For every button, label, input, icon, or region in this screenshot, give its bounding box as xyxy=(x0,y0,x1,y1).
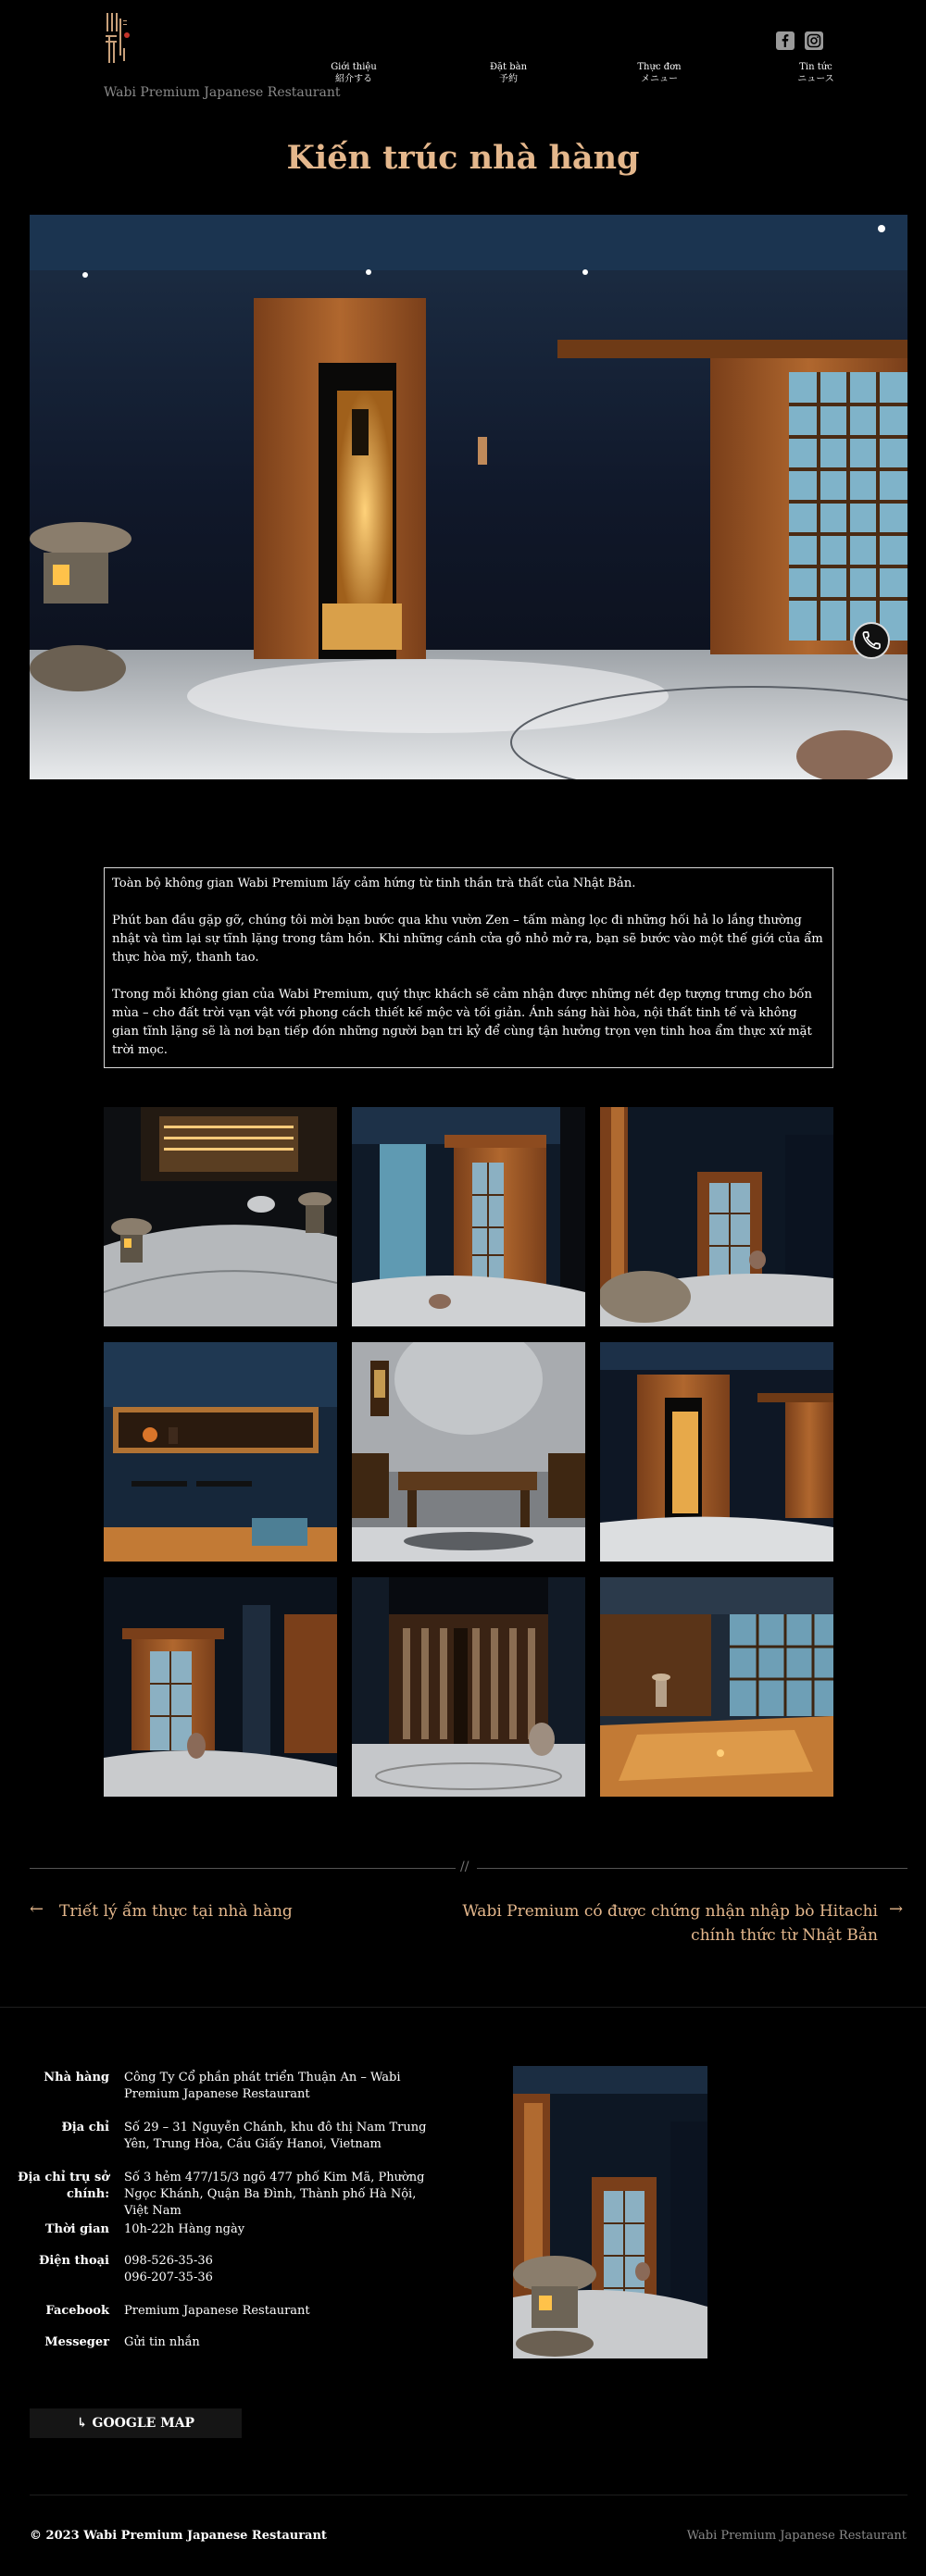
info-value: 10h-22h Hàng ngày xyxy=(124,2222,245,2236)
nav-label: Tin tức xyxy=(799,62,832,72)
gallery-photo xyxy=(104,1577,337,1797)
google-map-button[interactable]: ↳ GOOGLE MAP xyxy=(30,2408,242,2438)
info-label: Địa chỉ trụ sở chính: xyxy=(18,2171,109,2201)
next-post-line: Wabi Premium có được chứng nhận nhập bò Hitachi xyxy=(462,1902,878,1921)
gallery-image[interactable] xyxy=(104,1577,337,1797)
main-nav xyxy=(0,61,926,89)
info-label: Facebook xyxy=(45,2304,109,2318)
arrow-right-icon: → xyxy=(889,1899,904,1919)
info-label: Thời gian xyxy=(44,2222,109,2236)
divider xyxy=(477,1868,907,1869)
instagram-glyph xyxy=(805,31,823,50)
info-label: Messeger xyxy=(44,2335,109,2349)
intro-paragraph: Phút ban đầu gặp gỡ, chúng tôi mời bạn bước qua khu vườn Zen – tấm màng lọc đi những hối hả lo lắng thường nhật và tìm lại sự tĩnh lặng trong tâm hồn. Khi những cánh cửa gỗ nhỏ mở ra, bạn sẽ bước vào một thế giới của ẩm thực hòa mỹ, thanh tao. xyxy=(112,914,823,964)
info-label: Nhà hàng xyxy=(44,2071,109,2084)
gallery-photo xyxy=(600,1107,833,1326)
nav-item-thuc-don[interactable] xyxy=(630,61,689,85)
footer-image xyxy=(513,2066,707,2358)
gallery-image[interactable] xyxy=(104,1107,337,1326)
facebook-glyph xyxy=(776,31,795,50)
brand-subtitle: Wabi Premium Japanese Restaurant xyxy=(104,85,341,100)
divider-mark: // xyxy=(460,1860,469,1874)
phone-call-button[interactable] xyxy=(853,622,890,659)
gallery-photo xyxy=(352,1577,585,1797)
nav-label: Thực đơn xyxy=(637,62,682,72)
nav-label-jp: メニュー xyxy=(641,74,678,84)
gallery-photo xyxy=(104,1107,337,1326)
info-value: Công Ty Cổ phần phát triển Thuận An – Wabi Premium Japanese Restaurant xyxy=(124,2071,401,2101)
arrow-left-icon: ← xyxy=(30,1899,44,1919)
nav-label-jp: 紹介する xyxy=(335,74,372,84)
divider xyxy=(30,1868,456,1869)
info-value: Số 29 – 31 Nguyễn Chánh, khu đô thị Nam Trung Yên, Trung Hòa, Cầu Giấy Hanoi, Vietnam xyxy=(124,2121,427,2151)
phone-icon xyxy=(855,624,888,657)
gallery-image[interactable] xyxy=(352,1342,585,1562)
nav-item-dat-ban[interactable] xyxy=(479,61,538,85)
footer-photo xyxy=(513,2066,707,2358)
nav-label: Đặt bàn xyxy=(489,62,528,72)
next-post-line: chính thức từ Nhật Bản xyxy=(691,1926,878,1945)
facebook-icon[interactable] xyxy=(776,31,795,50)
footer-brand: Wabi Premium Japanese Restaurant xyxy=(686,2529,907,2543)
gallery-image[interactable] xyxy=(600,1577,833,1797)
info-label: Địa chỉ xyxy=(61,2121,109,2134)
instagram-icon[interactable] xyxy=(805,31,823,50)
prev-post-link[interactable]: Triết lý ẩm thực tại nhà hàng xyxy=(59,1902,293,1921)
footer-separator xyxy=(0,2007,926,2008)
nav-item-tin-tuc[interactable] xyxy=(786,61,845,85)
gallery-image[interactable] xyxy=(600,1342,833,1562)
gallery-photo xyxy=(352,1342,585,1562)
gallery-image[interactable] xyxy=(352,1107,585,1326)
gallery-photo xyxy=(600,1342,833,1562)
info-value: Số 3 hẻm 477/15/3 ngõ 477 phố Kim Mã, Phường Ngọc Khánh, Quận Ba Đình, Thành phố Hà Nội, Việt Nam xyxy=(124,2171,425,2218)
intro-paragraph: Trong mỗi không gian của Wabi Premium, quý thực khách sẽ cảm nhận được những nét đẹp tượng trưng cho bốn mùa – cho đất trời vạn vật với phong cách thiết kế mộc và tối giản. Ánh sáng hài hòa, nội thất tinh tế và không gian tĩnh lặng sẽ là nơi bạn tiếp đón những người bạn tri kỷ để cùng tận hưởng trọn vẹn tinh hoa ẩm thực xứ mặt trời mọc. xyxy=(112,988,812,1057)
gallery-photo xyxy=(600,1577,833,1797)
nav-label-jp: ニュース xyxy=(797,74,834,84)
intro-paragraph: Toàn bộ không gian Wabi Premium lấy cảm hứng từ tinh thần trà thất của Nhật Bản. xyxy=(112,877,636,890)
facebook-link[interactable]: Premium Japanese Restaurant xyxy=(124,2304,310,2318)
next-post-link[interactable] xyxy=(433,1899,878,1948)
gallery-image[interactable] xyxy=(104,1342,337,1562)
nav-label-jp: 予約 xyxy=(499,74,518,84)
hero-photo xyxy=(30,215,907,779)
intro-text-box xyxy=(104,867,833,1068)
phone-numbers[interactable]: 098-526-35-36 096-207-35-36 xyxy=(124,2254,213,2284)
info-label: Điện thoại xyxy=(38,2254,109,2268)
messenger-link[interactable]: Gửi tin nhắn xyxy=(124,2335,200,2349)
copyright: © 2023 Wabi Premium Japanese Restaurant xyxy=(30,2529,327,2543)
nav-item-gioi-thieu[interactable] xyxy=(324,61,383,85)
gallery-image[interactable] xyxy=(352,1577,585,1797)
nav-label: Giới thiệu xyxy=(331,62,377,72)
gallery-photo xyxy=(104,1342,337,1562)
gallery-image[interactable] xyxy=(600,1107,833,1326)
hero-image xyxy=(30,215,907,779)
page-title: Kiến trúc nhà hàng xyxy=(286,139,640,177)
gallery-photo xyxy=(352,1107,585,1326)
